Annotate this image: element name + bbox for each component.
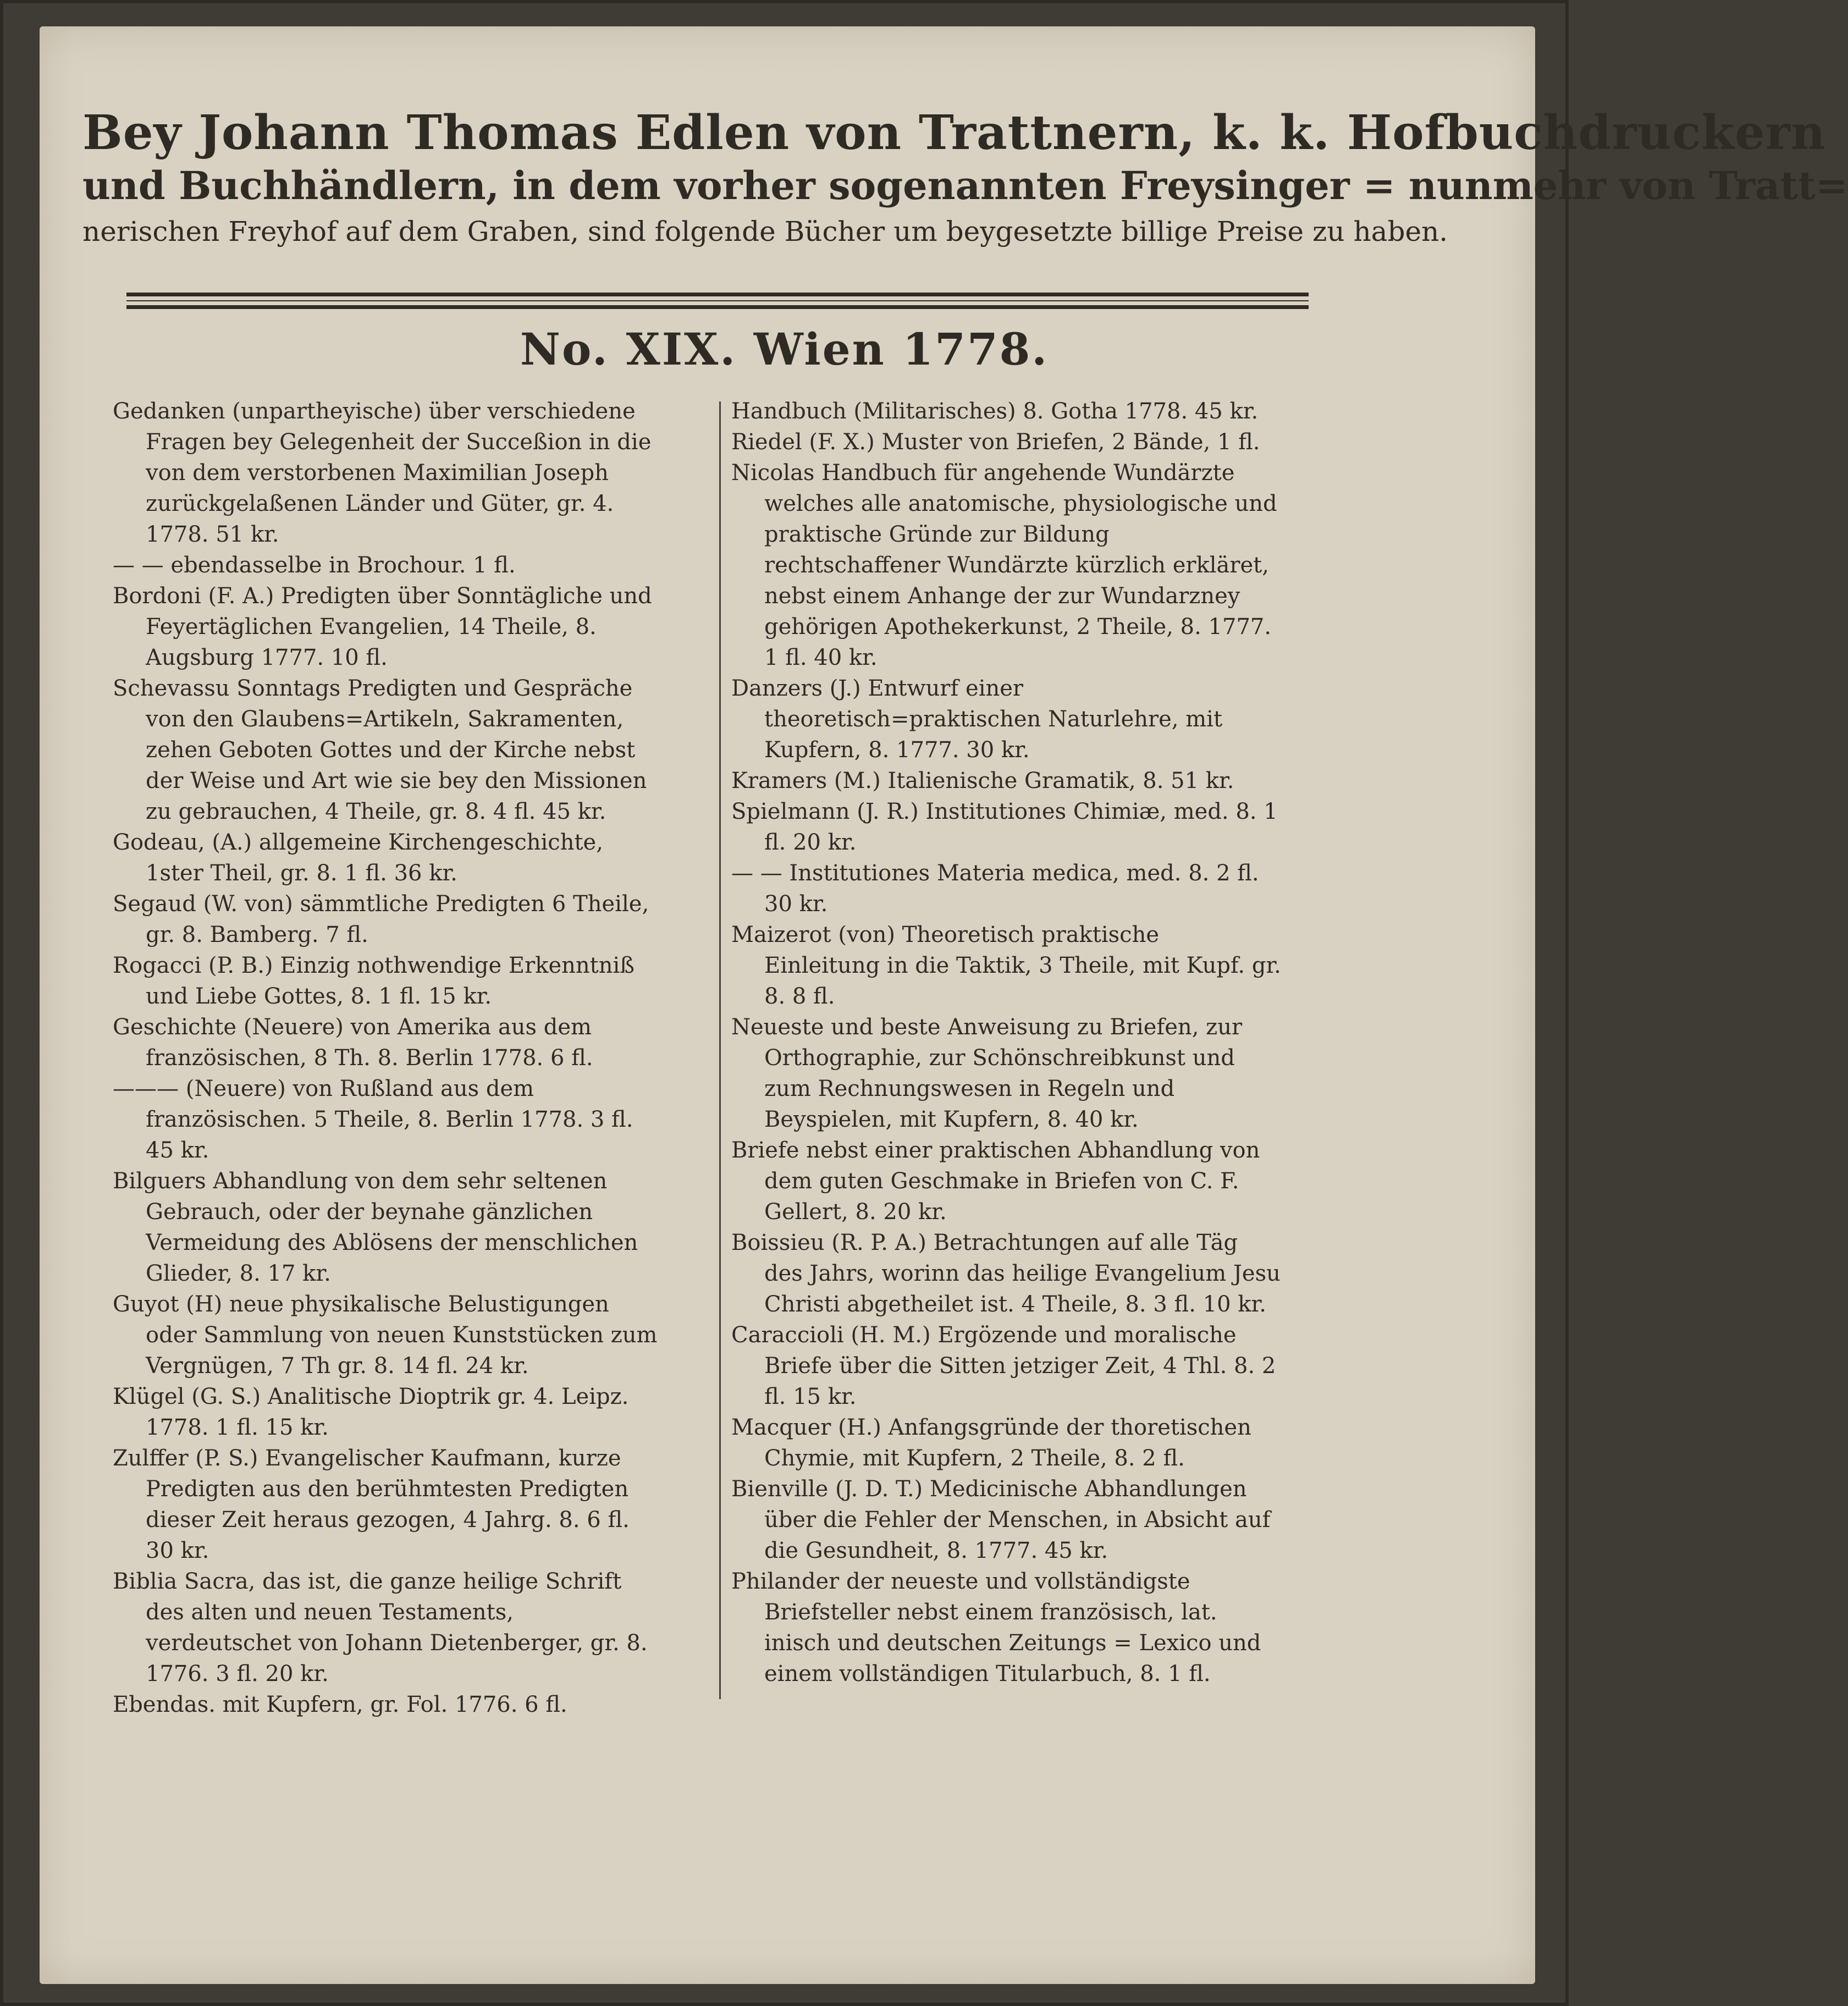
book-entry: Riedel (F. X.) Muster von Briefen, 2 Bände, 1 fl. [731,429,1260,455]
book-entry: Ebendas. mit Kupfern, gr. Fol. 1776. 6 fl. [113,1692,567,1717]
book-entry: Macquer (H.) Anfangsgründe der thoretischen Chymie, mit Kupfern, 2 Theile, 8. 2 fl. [731,1415,1251,1471]
book-entry: Rogacci (P. B.) Einzig nothwendige Erkenntniß und Liebe Gottes, 8. 1 fl. 15 kr. [113,953,635,1009]
right-column [731,396,1281,1689]
book-entry: Schevassu Sonntags Predigten und Gespräche von den Glaubens=Artikeln, Sakramenten, zehen Geboten Gottes und der Kirche nebst der Weise und Art wie sie bey den Missionen zu gebrauchen, 4 Theile, gr. 8. 4 fl. 45 kr. [113,676,647,824]
book-entry: Boissieu (R. P. A.) Betrachtungen auf alle Täg des Jahrs, worinn das heilige Evangelium Jesu Christi abgetheilet ist. 4 Theile, 8. 3 fl. 10 kr. [731,1230,1281,1317]
publisher-header [82,104,1848,253]
book-entry: Gedanken (unpartheyische) über verschiedene Fragen bey Gelegenheit der Succeßion in die von dem verstorbenen Maximilian Joseph zurückgelaßenen Länder und Güter, gr. 4. 1778. 51 kr. [113,399,652,547]
book-entry: Segaud (W. von) sämmtliche Predigten 6 Theile, gr. 8. Bamberg. 7 fl. [113,891,649,947]
header-line-1: Bey Johann Thomas Edlen von Trattnern, k. k. Hofbuchdruckern [82,105,1826,161]
book-entry: Philander der neueste und vollständigste Briefsteller nebst einem französisch, lat. inisch und deutschen Zeitungs = Lexico und einem vollständigen Titularbuch, 8. 1 fl. [731,1569,1261,1687]
book-entry: Geschichte (Neuere) von Amerika aus dem französischen, 8 Th. 8. Berlin 1778. 6 fl. [113,1015,593,1071]
book-entry: Zulffer (P. S.) Evangelischer Kaufmann, kurze Predigten aus den berühmtesten Predigten dieser Zeit heraus gezogen, 4 Jahrg. 8. 6 fl. 30 kr. [113,1446,630,1563]
left-column [113,396,663,1720]
book-entry: Nicolas Handbuch für angehende Wundärzte welches alle anatomische, physiologische und praktische Gründe zur Bildung rechtschaffener Wundärzte kürzlich erkläret, nebst einem Anhange der zur Wundarzney gehörigen Apothekerkunst, 2 Theile, 8. 1777. 1 fl. 40 kr. [731,460,1277,670]
header-line-2: und Buchhändlern, in dem vorher sogenannten Freysinger = nunmehr von Tratt= [82,163,1848,208]
book-entry: Guyot (H) neue physikalische Belustigungen oder Sammlung von neuen Kunststücken zum Vergnügen, 7 Th gr. 8. 14 fl. 24 kr. [113,1292,658,1379]
book-entry: Spielmann (J. R.) Institutiones Chimiæ, med. 8. 1 fl. 20 kr. [731,799,1278,855]
book-entry: — — ebendasselbe in Brochour. 1 fl. [113,553,516,578]
book-entry: Bilguers Abhandlung von dem sehr seltenen Gebrauch, oder der beynahe gänzlichen Vermeidung des Ablösens der menschlichen Glieder, 8. 17 kr. [113,1169,638,1286]
book-entry: Klügel (G. S.) Analitische Dioptrik gr. 4. Leipz. 1778. 1 fl. 15 kr. [113,1384,629,1440]
book-entry: Kramers (M.) Italienische Gramatik, 8. 51 kr. [731,768,1234,793]
book-entry: ——— (Neuere) von Rußland aus dem französischen. 5 Theile, 8. Berlin 1778. 3 fl. 45 kr. [113,1076,633,1163]
book-entry: Briefe nebst einer praktischen Abhandlung von dem guten Geschmake in Briefen von C. F. Gellert, 8. 20 kr. [731,1138,1260,1225]
book-entry: Maizerot (von) Theoretisch praktische Einleitung in die Taktik, 3 Theile, mit Kupf. gr. 8. 8 fl. [731,922,1281,1009]
book-entry: Bordoni (F. A.) Predigten über Sonntägliche und Feyertäglichen Evangelien, 14 Theile, 8. Augsburg 1777. 10 fl. [113,583,652,670]
issue-title: No. XIX. Wien 1778. [520,323,1049,375]
header-rule [126,293,1309,309]
book-entry: Neueste und beste Anweisung zu Briefen, zur Orthographie, zur Schönschreibkunst und zum Rechnungswesen in Regeln und Beyspielen, mit Kupfern, 8. 40 kr. [731,1015,1243,1132]
book-entry: Biblia Sacra, das ist, die ganze heilige Schrift des alten und neuen Testaments, verdeutschet von Johann Dietenberger, gr. 8. 1776. 3 fl. 20 kr. [113,1569,648,1687]
book-entry: Handbuch (Militarisches) 8. Gotha 1778. 45 kr. [731,399,1259,424]
column-divider [719,401,721,1699]
header-line-3: nerischen Freyhof auf dem Graben, sind folgende Bücher um beygesetzte billige Preise zu haben. [82,216,1448,247]
book-entry: — — Institutiones Materia medica, med. 8. 2 fl. 30 kr. [731,861,1259,917]
book-entry: Godeau, (A.) allgemeine Kirchengeschichte, 1ster Theil, gr. 8. 1 fl. 36 kr. [113,830,603,886]
book-entry: Danzers (J.) Entwurf einer theoretisch=praktischen Naturlehre, mit Kupfern, 8. 1777. 30 kr. [731,676,1223,763]
book-entry: Caraccioli (H. M.) Ergözende und moralische Briefe über die Sitten jetziger Zeit, 4 Thl. 8. 2 fl. 15 kr. [731,1322,1276,1409]
book-entry: Bienville (J. D. T.) Medicinische Abhandlungen über die Fehler der Menschen, in Absicht auf die Gesundheit, 8. 1777. 45 kr. [731,1476,1271,1563]
